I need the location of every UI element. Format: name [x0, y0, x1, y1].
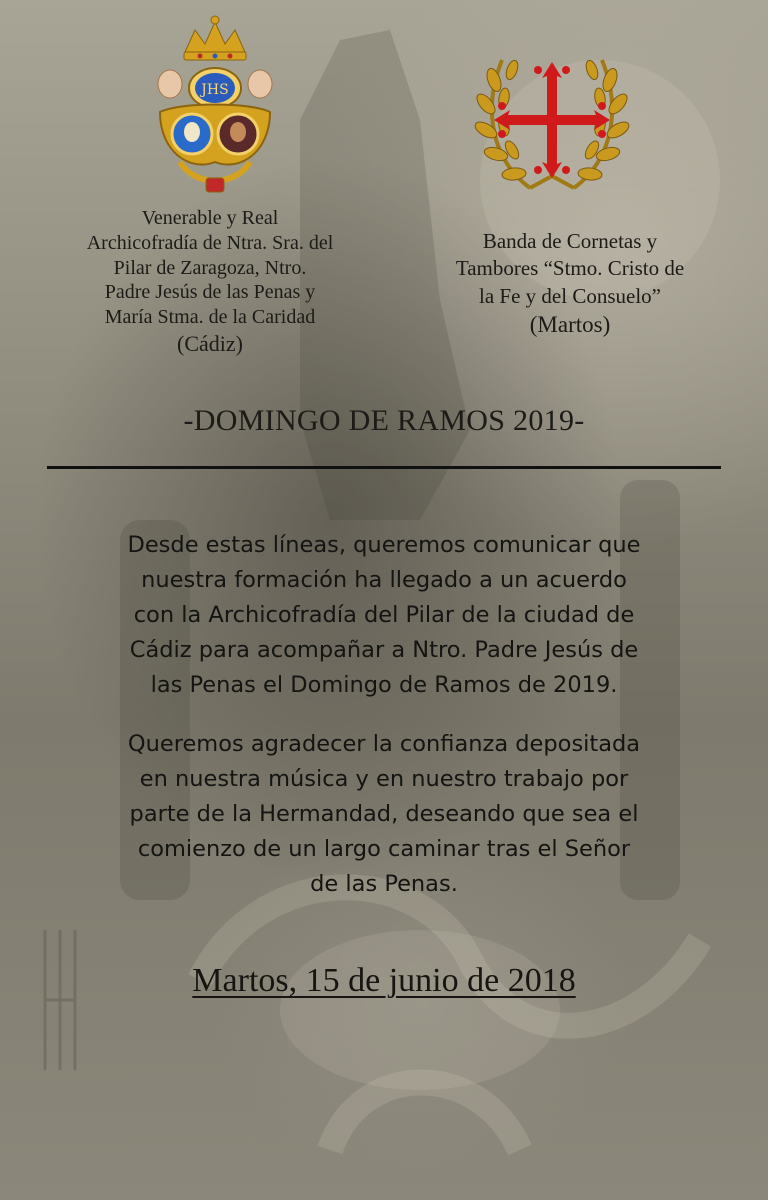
message-line: parte de la Hermandad, deseando que sea el	[129, 801, 639, 827]
date-signature	[0, 962, 768, 1000]
message-line: con la Archicofradía del Pilar de la ciudad de	[133, 602, 635, 628]
message-line: nuestra formación ha llegado a un acuerdo	[141, 567, 627, 593]
band-name	[408, 228, 732, 340]
message-line: Cádiz para acompañar a Ntro. Padre Jesús de	[129, 637, 639, 663]
message-line: las Penas el Domingo de Ramos de 2019.	[150, 672, 618, 698]
archicofradia-crest-icon	[140, 12, 290, 202]
org-left-line: Pilar de Zaragoza, Ntro.	[113, 256, 307, 279]
band-laurel-cross-icon	[472, 40, 632, 200]
message-paragraph-2	[60, 727, 708, 902]
message-line: comienzo de un largo caminar tras el Señor	[137, 836, 631, 862]
archicofradia-name	[40, 206, 380, 357]
ihs-watermark-icon	[45, 930, 75, 1070]
org-left-location: (Cádiz)	[177, 330, 243, 356]
org-left-line: Venerable y Real	[141, 207, 279, 229]
title-divider	[47, 466, 721, 469]
org-left-line: Archicofradía de Ntra. Sra. del	[86, 231, 334, 254]
svg-text:JHS: JHS	[201, 82, 229, 98]
event-title: -DOMINGO DE RAMOS 2019-	[183, 404, 585, 437]
message-paragraph-1	[60, 528, 708, 703]
org-right-location: (Martos)	[529, 311, 611, 337]
org-right-line: Banda de Cornetas y	[482, 229, 658, 253]
message-line: de las Penas.	[310, 871, 458, 897]
message-line: Queremos agradecer la confianza depositada	[127, 731, 641, 757]
org-right-line: Tambores “Stmo. Cristo de	[455, 256, 685, 281]
message-line: Desde estas líneas, queremos comunicar que	[127, 532, 641, 558]
date-signature-text: Martos, 15 de junio de 2018	[192, 962, 576, 999]
org-left-line: María Stma. de la Caridad	[104, 306, 316, 329]
message-line: en nuestra música y en nuestro trabajo por	[139, 766, 629, 792]
org-left-line: Padre Jesús de las Penas y	[104, 281, 316, 304]
org-right-line: la Fe y del Consuelo”	[479, 283, 661, 308]
